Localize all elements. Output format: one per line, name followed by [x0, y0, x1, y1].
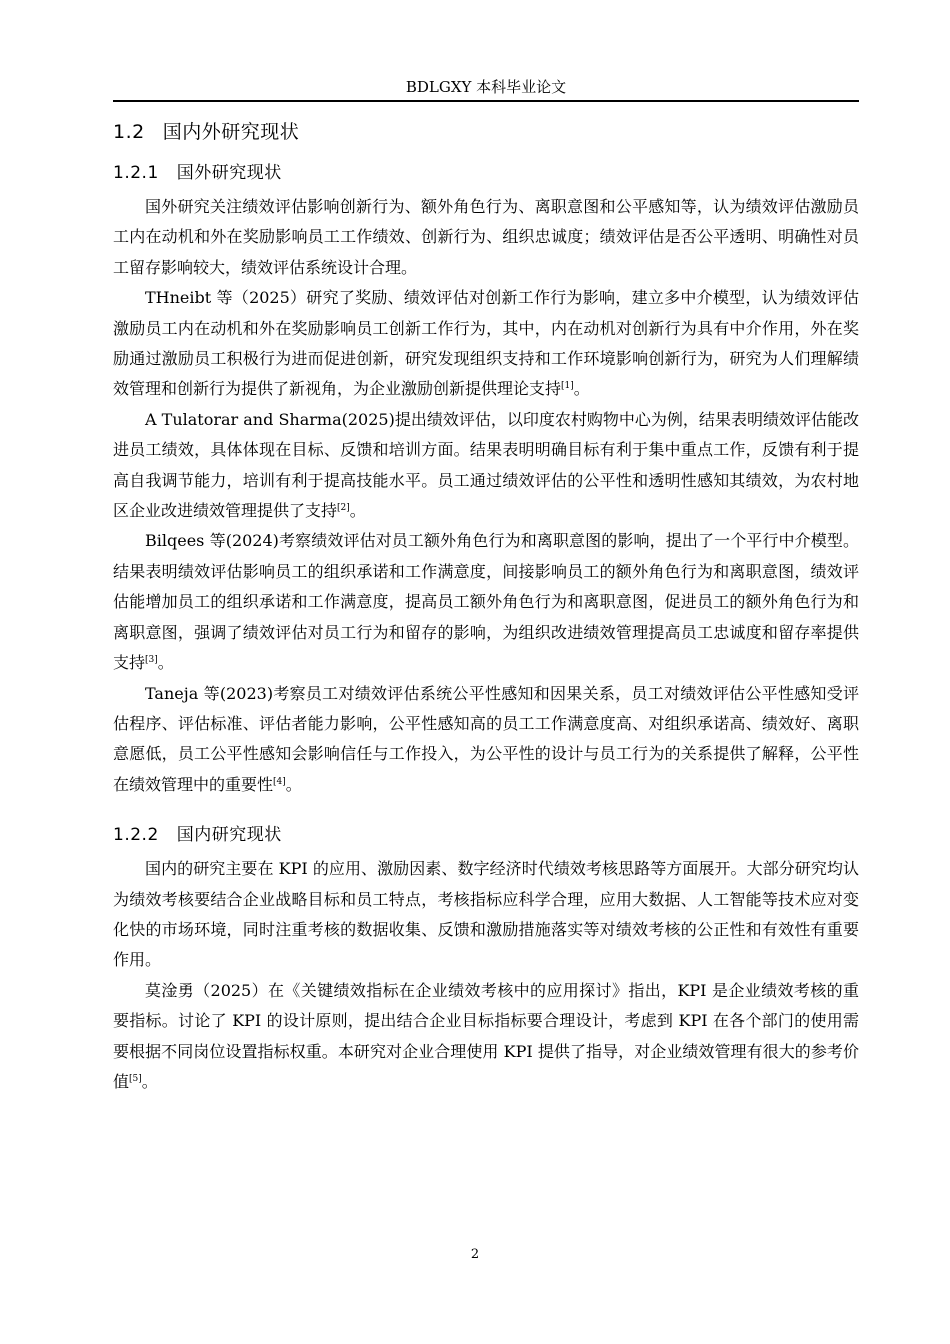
paragraph: A Tulatorar and Sharma(2025)提出绩效评估，以印度农村购物中心为例，结果表明绩效评估能改进员工绩效，具体体现在目标、反馈和培训方面。结果表明明确目标有利于集中重点工作，反馈有利于提高自我调节能力，培训有利于提高技能水平。员工通过绩效评估的公平性和透明性感知其绩效，为农村地区企业改进绩效管理提供了支持[2]。: [113, 409, 859, 521]
subsection-number: 1.2.1: [113, 163, 159, 183]
section-heading: [113, 120, 859, 144]
subsection-number: 1.2.2: [113, 825, 159, 846]
citation-ref: [5]: [129, 1073, 142, 1084]
paragraph: THneibt 等（2025）研究了奖励、绩效评估对创新工作行为影响，建立多中介模型，认为绩效评估激励员工内在动机和外在奖励影响员工创新工作行为，其中，内在动机对创新行为具有中介作用，外在奖励通过激励员工积极行为进而促进创新，研究发现组织支持和工作环境影响创新行为，研究为人们理解绩效管理和创新行为提供了新视角，为企业激励创新提供理论支持[1]。: [113, 288, 859, 399]
subsection-title: 国内研究现状: [176, 825, 282, 846]
citation-ref: [3]: [145, 655, 158, 666]
subsection-heading-domestic: [113, 824, 859, 846]
citation-ref: [2]: [337, 503, 350, 514]
page-number: 2: [470, 1247, 480, 1262]
subsection-title: 国外研究现状: [176, 163, 282, 183]
section-number: 1.2: [113, 121, 145, 143]
paragraph: 国内的研究主要在 KPI 的应用、激励因素、数字经济时代绩效考核思路等方面展开。大部分研究均认为绩效考核要结合企业战略目标和员工特点，考核指标应科学合理，应用大数据、人工智能等技术应对变化快的市场环境，同时注重考核的数据收集、反馈和激励措施落实等对绩效考核的公正性和有效性有重要作用。: [113, 859, 859, 970]
section-title: 国内外研究现状: [162, 121, 300, 143]
running-header: BDLGXY 本科毕业论文: [405, 78, 567, 96]
citation-ref: [4]: [273, 776, 286, 787]
paragraph: 国外研究关注绩效评估影响创新行为、额外角色行为、离职意图和公平感知等，认为绩效评估激励员工内在动机和外在奖励影响员工工作绩效、创新行为、组织忠诚度；绩效评估是否公平透明、明确性对员工留存影响较大，绩效评估系统设计合理。: [113, 197, 859, 277]
citation-ref: [1]: [561, 381, 574, 392]
paragraph: Taneja 等(2023)考察员工对绩效评估系统公平性感知和因果关系，员工对绩效评估公平性感知受评估程序、评估标准、评估者能力影响，公平性感知高的员工工作满意度高、对组织承诺高、绩效好、离职意愿低，员工公平性感知会影响信任与工作投入，为公平性的设计与员工行为的关系提供了解释，公平性在绩效管理中的重要性[4]。: [113, 683, 859, 794]
page-body: [113, 112, 859, 1097]
header-rule: [113, 100, 859, 102]
paragraph: Bilqees 等(2024)考察绩效评估对员工额外角色行为和离职意图的影响，提出了一个平行中介模型。结果表明绩效评估影响员工的组织承诺和工作满意度，间接影响员工的额外角色行为和离职意图，绩效评估能增加员工的组织承诺和工作满意度，提高员工额外角色行为和离职意图，促进员工的额外角色行为和离职意图，强调了绩效评估对员工行为和留存的影响，为组织改进绩效管理提高员工忠诚度和留存率提供支持[3]。: [113, 531, 859, 673]
subsection-heading-foreign: [113, 162, 859, 184]
paragraph: 莫淦勇（2025）在《关键绩效指标在企业绩效考核中的应用探讨》指出，KPI 是企业绩效考核的重要指标。讨论了 KPI 的设计原则，提出结合企业目标指标要合理设计，考虑到 KPI 在各个部门的使用需要根据不同岗位设置指标权重。本研究对企业合理使用 KPI 提供了指导，对企业绩效管理有很大的参考价值[5]。: [113, 980, 859, 1091]
